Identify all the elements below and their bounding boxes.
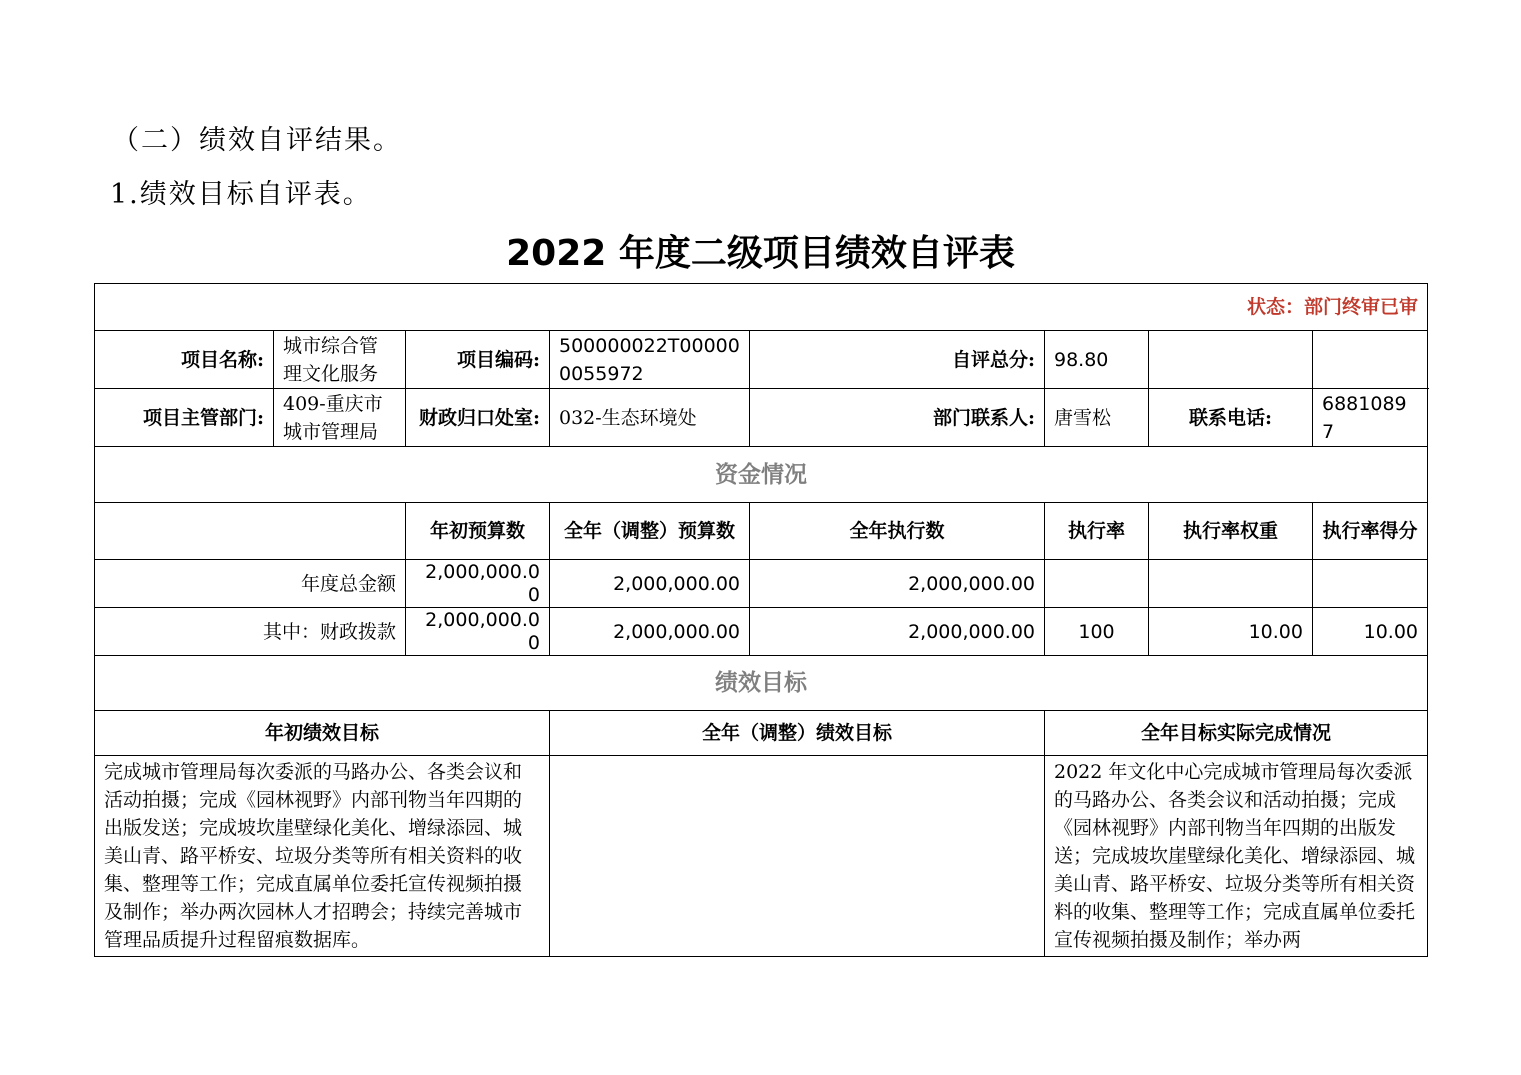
- col-header: 年初预算数: [406, 503, 550, 560]
- col-header: 执行率得分: [1313, 503, 1428, 560]
- table-row: [95, 608, 1428, 656]
- actual-goal-text: 2022 年文化中心完成城市管理局每次委派的马路办公、各类会议和活动拍摄；完成《园林视野》内部刊物当年四期的出版发送；完成坡坎崖壁绿化美化、增绿添园、城美山青、路平桥安、垃圾分类等所有相关资料的收集、整理等工作；完成直属单位委托宣传视频拍摄及制作；举办两: [1045, 756, 1428, 957]
- funds-section-title: 资金情况: [95, 447, 1428, 503]
- goals-section-title: 绩效目标: [95, 656, 1428, 711]
- row-label: 其中：财政拨款: [95, 608, 406, 656]
- dept-label: 项目主管部门:: [95, 389, 274, 447]
- executed-amount: 2,000,000.00: [750, 560, 1045, 608]
- rate-weight: [1149, 560, 1313, 608]
- execution-rate: 100: [1045, 608, 1149, 656]
- finance-label: 财政归口处室:: [406, 389, 550, 447]
- adjusted-goal-text: [550, 756, 1045, 957]
- executed-amount: 2,000,000.00: [750, 608, 1045, 656]
- finance-value: 032-生态环境处: [550, 389, 750, 447]
- goal-header-actual: 全年目标实际完成情况: [1045, 711, 1428, 756]
- col-header: 全年执行数: [750, 503, 1045, 560]
- col-header: 执行率权重: [1149, 503, 1313, 560]
- project-name-value: 城市综合管理文化服务: [274, 331, 406, 389]
- goal-header-adjusted: 全年（调整）绩效目标: [550, 711, 1045, 756]
- empty-cell: [1313, 331, 1428, 389]
- goal-header-initial: 年初绩效目标: [95, 711, 550, 756]
- row-label: 年度总金额: [95, 560, 406, 608]
- initial-goal-text: 完成城市管理局每次委派的马路办公、各类会议和活动拍摄；完成《园林视野》内部刊物当年四期的出版发送；完成坡坎崖壁绿化美化、增绿添园、城美山青、路平桥安、垃圾分类等所有相关资料的收集、整理等工作；完成直属单位委托宣传视频拍摄及制作；举办两次园林人才招聘会；持续完善城市管理品质提升过程留痕数据库。: [95, 756, 550, 957]
- initial-budget: 2,000,000.00: [406, 560, 550, 608]
- empty-cell: [1149, 331, 1313, 389]
- status-badge: 状态：部门终审已审: [95, 284, 1428, 331]
- col-header: 全年（调整）预算数: [550, 503, 750, 560]
- project-code-value: 500000022T000000055972: [550, 331, 750, 389]
- initial-budget: 2,000,000.00: [406, 608, 550, 656]
- evaluation-table: [94, 283, 1428, 957]
- contact-label: 部门联系人:: [750, 389, 1045, 447]
- adjusted-budget: 2,000,000.00: [550, 560, 750, 608]
- project-name-label: 项目名称:: [95, 331, 274, 389]
- rate-score: [1313, 560, 1428, 608]
- score-value: 98.80: [1045, 331, 1149, 389]
- adjusted-budget: 2,000,000.00: [550, 608, 750, 656]
- page-title: 2022 年度二级项目绩效自评表: [506, 233, 1015, 274]
- table-row: [95, 560, 1428, 608]
- dept-value: 409-重庆市城市管理局: [274, 389, 406, 447]
- empty-cell: [95, 503, 406, 560]
- sub-heading: 1.绩效目标自评表。: [110, 179, 372, 210]
- col-header: 执行率: [1045, 503, 1149, 560]
- score-label: 自评总分:: [750, 331, 1045, 389]
- rate-score: 10.00: [1313, 608, 1428, 656]
- section-heading: （二）绩效自评结果。: [112, 125, 402, 156]
- contact-value: 唐雪松: [1045, 389, 1149, 447]
- phone-value: 68810897: [1313, 389, 1428, 447]
- phone-label: 联系电话:: [1149, 389, 1313, 447]
- project-code-label: 项目编码:: [406, 331, 550, 389]
- execution-rate: [1045, 560, 1149, 608]
- rate-weight: 10.00: [1149, 608, 1313, 656]
